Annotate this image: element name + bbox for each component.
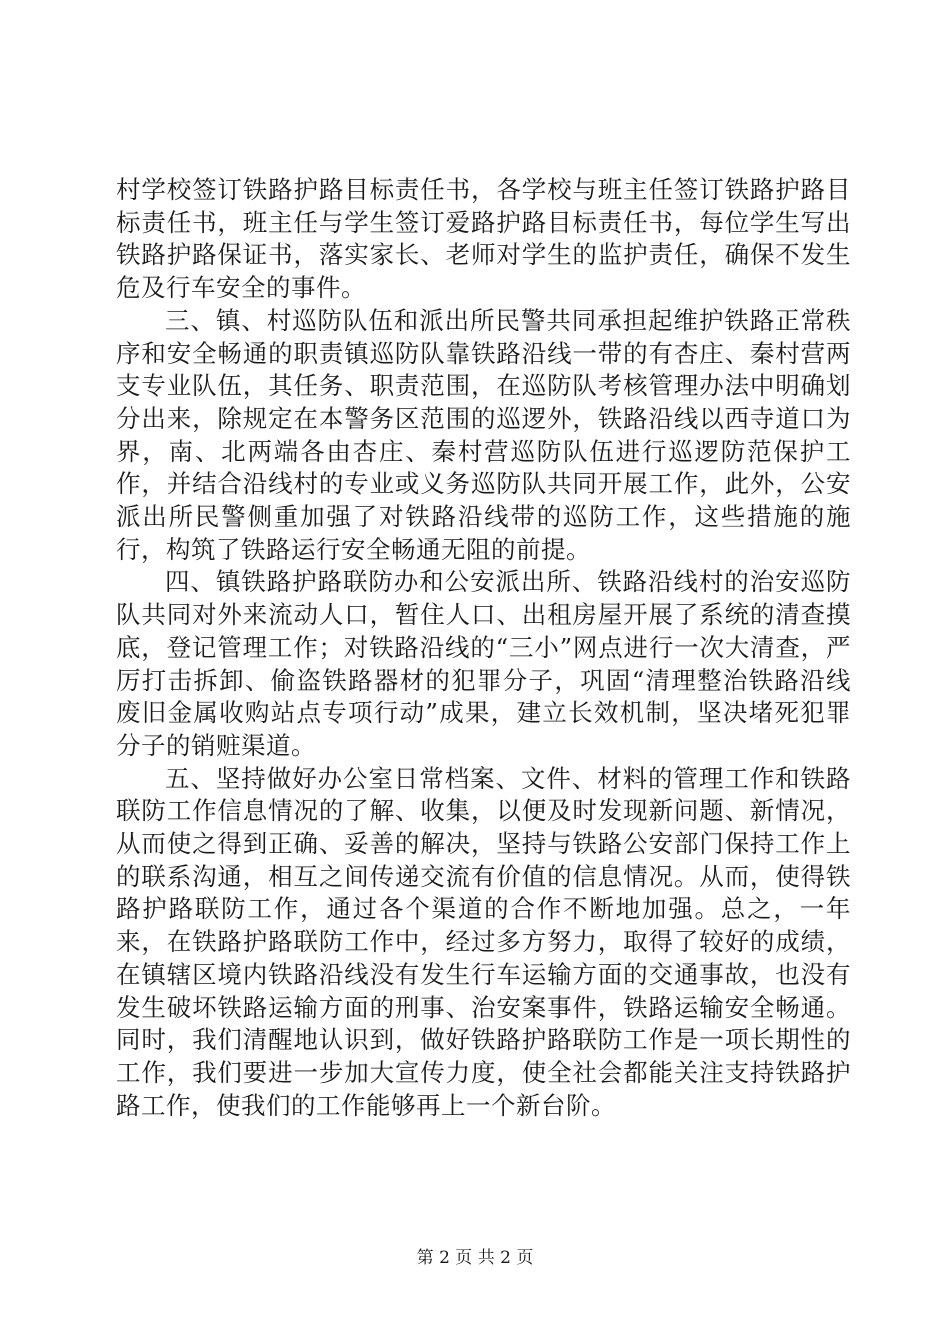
page-footer: 第 2 页 共 2 页 <box>416 1248 534 1268</box>
paragraph-section-4: 四、镇铁路护路联防办和公安派出所、铁路沿线村的治安巡防队共同对外来流动人口，暂住人口、出租房屋开展了系统的清查摸底，登记管理工作；对铁路沿线的“三小”网点进行一次大清查，严厉打击拆卸、偷盗铁路器材的犯罪分子，巩固“清理整治铁路沿线废旧金属收购站点专项行动”成果，建立长效机制，坚决堵死犯罪分子的销赃渠道。 <box>116 567 851 760</box>
paragraph-section-5: 五、坚持做好办公室日常档案、文件、材料的管理工作和铁路联防工作信息情况的了解、收集，以便及时发现新问题、新情况，从而使之得到正确、妥善的解决，坚持与铁路公安部门保持工作上的联系沟通，相互之间传递交流有价值的信息情况。从而，使得铁路护路联防工作，通过各个渠道的合作不断地加强。总之，一年来，在铁路护路联防工作中，经过多方努力，取得了较好的成绩，在镇辖区境内铁路沿线没有发生行车运输方面的交通事故，也没有发生破坏铁路运输方面的刑事、治安案事件，铁路运输安全畅通。同时，我们清醒地认识到，做好铁路护路联防工作是一项长期性的工作，我们要进一步加大宣传力度，使全社会都能关注支持铁路护路工作，使我们的工作能够再上一个新台阶。 <box>116 763 851 1120</box>
document-body <box>116 174 851 1122</box>
paragraph-continuation: 村学校签订铁路护路目标责任书，各学校与班主任签订铁路护路目标责任书，班主任与学生签订爱路护路目标责任书，每位学生写出铁路护路保证书，落实家长、老师对学生的监护责任，确保不发生危及行车安全的事件。 <box>116 175 851 303</box>
paragraph-section-3: 三、镇、村巡防队伍和派出所民警共同承担起维护铁路正常秩序和安全畅通的职责镇巡防队靠铁路沿线一带的有杏庄、秦村营两支专业队伍，其任务、职责范围，在巡防队考核管理办法中明确划分出来，除规定在本警务区范围的巡逻外，铁路沿线以西寺道口为界，南、北两端各由杏庄、秦村营巡防队伍进行巡逻防范保护工作，并结合沿线村的专业或义务巡防队共同开展工作，此外，公安派出所民警侧重加强了对铁路沿线带的巡防工作，这些措施的施行，构筑了铁路运行安全畅通无阻的前提。 <box>116 305 851 564</box>
